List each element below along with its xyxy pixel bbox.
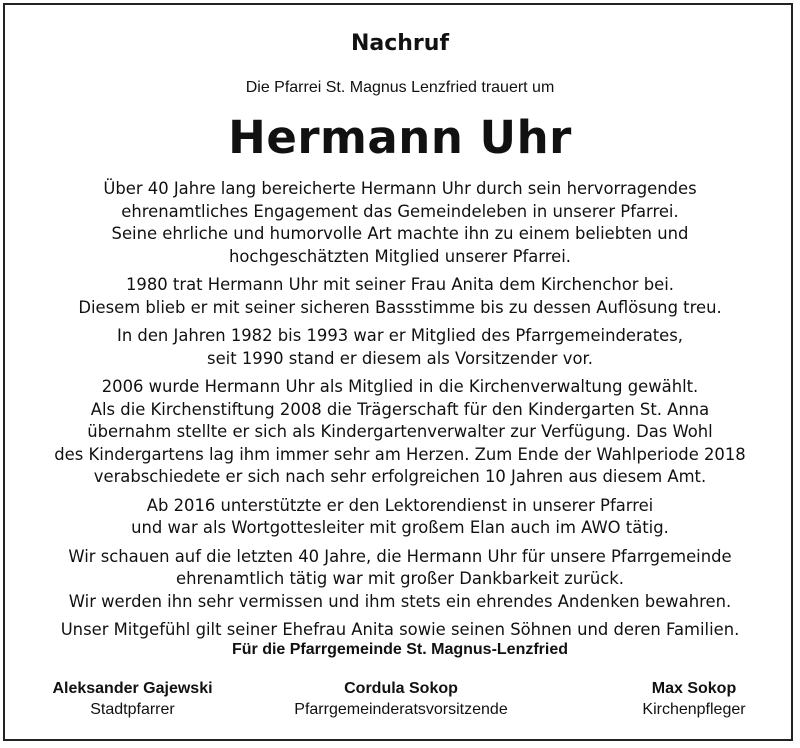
text-line: seit 1990 stand er diesem als Vorsitzender vor. [207, 348, 593, 368]
signer-pastor [20, 678, 245, 720]
text-line: Unser Mitgefühl gilt seiner Ehefrau Anita sowie seinen Söhnen und deren Familien. [60, 620, 740, 639]
text-line: Ab 2016 unterstützte er den Lektorendienst in unserer Pfarrei [146, 495, 654, 515]
text-line: Diesem blieb er mit seiner sicheren Bassstimme bis zu dessen Auflösung treu. [78, 297, 722, 317]
text-line: Wir schauen auf die letzten 40 Jahre, die Hermann Uhr für unsere Pfarrgemeinde [68, 546, 732, 566]
signer-name: Max Sokop [651, 680, 737, 697]
text-line: ehrenamtlich tätig war mit großer Dankbarkeit zurück. [175, 569, 624, 588]
text-line: In den Jahren 1982 bis 1993 war er Mitglied des Pfarrgemeinderates, [116, 326, 683, 345]
text-line: 2006 wurde Hermann Uhr als Mitglied in die Kirchenverwaltung gewählt. [101, 377, 699, 396]
paragraph [20, 274, 780, 319]
text-line: verabschiedete er sich nach sehr erfolgreichen 10 Jahren aus diesem Amt. [93, 467, 707, 486]
text-line: des Kindergartens lag ihm immer sehr am Herzen. Zum Ende der Wahlperiode 2018 [54, 444, 746, 464]
paragraph [20, 495, 780, 540]
paragraph [20, 376, 780, 489]
paragraph [20, 325, 780, 370]
text-line: übernahm stellte er sich als Kindergartenverwalter zur Verfügung. Das Wohl [87, 422, 713, 441]
text-line: ehrenamtliches Engagement das Gemeindeleben in unserer Pfarrei. [121, 201, 679, 221]
paragraph [20, 619, 780, 642]
signer-church-warden [596, 678, 792, 720]
signer-role: Pfarrgemeinderatsvorsitzende [294, 701, 508, 718]
signer-role: Stadtpfarrer [90, 701, 175, 718]
signer-name: Aleksander Gajewski [52, 680, 213, 697]
text-line: 1980 trat Hermann Uhr mit seiner Frau Anita dem Kirchenchor bei. [125, 275, 674, 294]
intro-line: Die Pfarrei St. Magnus Lenzfried trauert um [245, 79, 555, 96]
signer-council-chair [278, 678, 524, 720]
text-line: Seine ehrliche und humorvolle Art machte ihn zu einem beliebten und [111, 224, 689, 243]
signer-role: Kirchenpfleger [642, 701, 746, 718]
signer-name: Cordula Sokop [344, 680, 458, 697]
deceased-name: Hermann Uhr [228, 111, 572, 164]
text-line: Über 40 Jahre lang bereicherte Hermann Uhr durch sein hervorragendes [103, 179, 697, 198]
text-line: und war als Wortgottesleiter mit großem Elan auch im AWO tätig. [131, 518, 669, 537]
notice-heading: Nachruf [350, 31, 450, 56]
paragraph [20, 178, 780, 268]
paragraph [20, 546, 780, 614]
text-line: Als die Kirchenstiftung 2008 die Trägerschaft für den Kindergarten St. Anna [90, 399, 710, 419]
notice-body [20, 178, 780, 648]
text-line: Wir werden ihn sehr vermissen und ihm stets ein ehrendes Andenken bewahren. [68, 591, 732, 611]
signature-heading: Für die Pfarrgemeinde St. Magnus-Lenzfried [231, 641, 569, 658]
text-line: hochgeschätzten Mitglied unserer Pfarrei. [229, 246, 571, 266]
